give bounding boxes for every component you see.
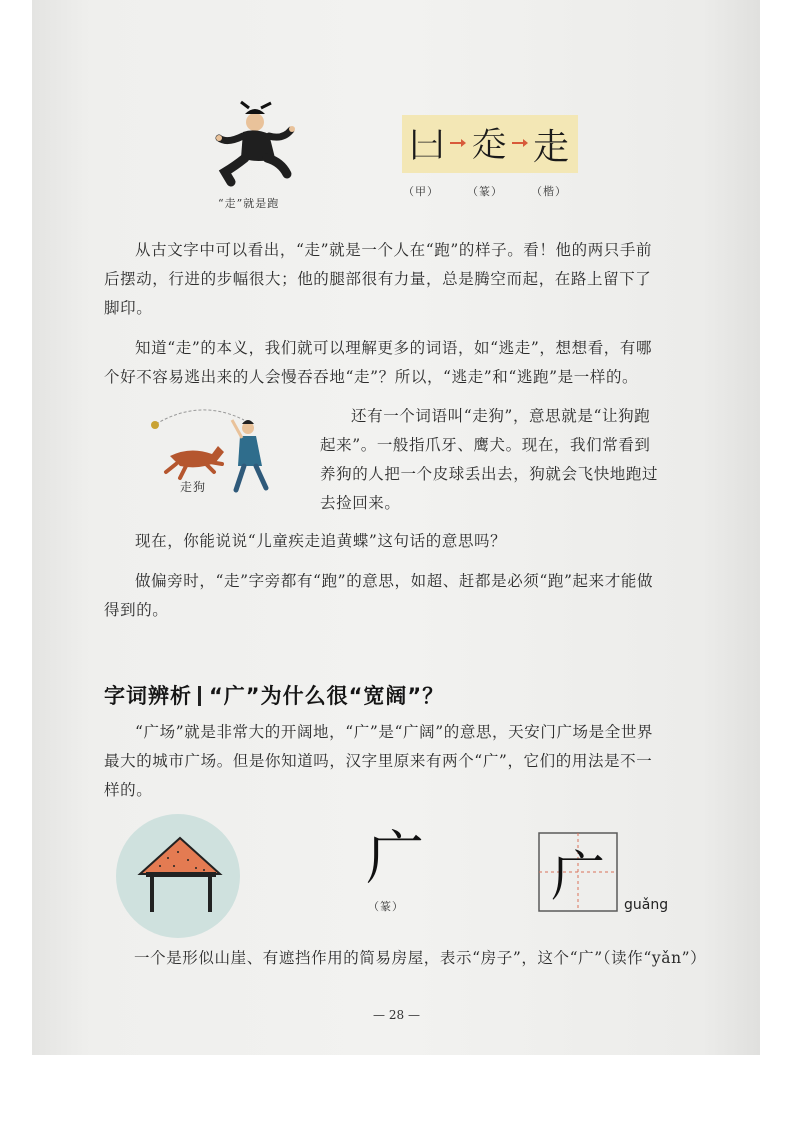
hut-illustration: [112, 810, 244, 942]
kai-glyph: 走: [532, 126, 569, 168]
divider-bar: [198, 686, 201, 706]
dog-caption: 走狗: [180, 480, 207, 494]
oracle-label: （甲）: [403, 185, 439, 198]
section-heading-title: “广”为什么很“宽阔”？: [209, 684, 445, 708]
oracle-glyph: 𠙵: [408, 125, 445, 166]
paragraph-4: 现在，你能说说“儿童疾走追黄蝶”这句话的意思吗？: [135, 532, 507, 550]
section-paragraph-1: “广场”就是非常大的开阔地，“广”是“广阔”的意思，天安门广场是全世界最大的城市广场。但是你知道吗，汉字里原来有两个“广”，它们的用法是不一样的。: [104, 723, 654, 799]
script-evolution-box: [402, 115, 578, 173]
kai-label: （楷）: [531, 185, 567, 198]
paragraph-2: 知道“走”的本义，我们就可以理解更多的词语，如“逃走”，想想看，有哪个好不容易逃出来的人会慢吞吞地“走”？所以，“逃走”和“逃跑”是一样的。: [104, 339, 653, 386]
paragraph-5: 做偏旁时，“走”字旁都有“跑”的意思，如超、赶都是必须“跑”起来才能做得到的。: [104, 572, 654, 619]
section-paragraph-2: 一个是形似山崖、有遮挡作用的简易房屋，表示“房子”，这个“广”（读作“yǎn”）: [134, 949, 707, 967]
seal-character-label: （篆）: [368, 900, 404, 913]
seal-label: （篆）: [467, 185, 503, 198]
pinyin: guǎng: [624, 897, 669, 913]
page-number: — 28 —: [373, 1008, 420, 1022]
running-figure-illustration: [205, 100, 300, 192]
dog-ball-illustration: [140, 398, 290, 498]
paragraph-1: 从古文字中可以看出，“走”就是一个人在“跑”的样子。看！他的两只手前后摆动，行进的步幅很大；他的腿部很有力量，总是腾空而起，在路上留下了脚印。: [104, 241, 653, 317]
paragraph-3: 还有一个词语叫“走狗”，意思就是“让狗跑起来”。一般指爪牙、鹰犬。现在，我们常看到养狗的人把一个皮球丢出去，狗就会飞快地跑过去捡回来。: [320, 407, 659, 512]
seal-glyph: 𧺆: [470, 125, 507, 166]
running-caption: “走”就是跑: [218, 197, 280, 210]
section-heading: [104, 680, 444, 710]
seal-character: 广: [366, 824, 425, 892]
arrow-icon: [450, 142, 462, 144]
arrow-icon: [512, 142, 524, 144]
kai-character: 广: [551, 844, 605, 908]
section-heading-prefix: 字词辨析: [104, 684, 192, 708]
